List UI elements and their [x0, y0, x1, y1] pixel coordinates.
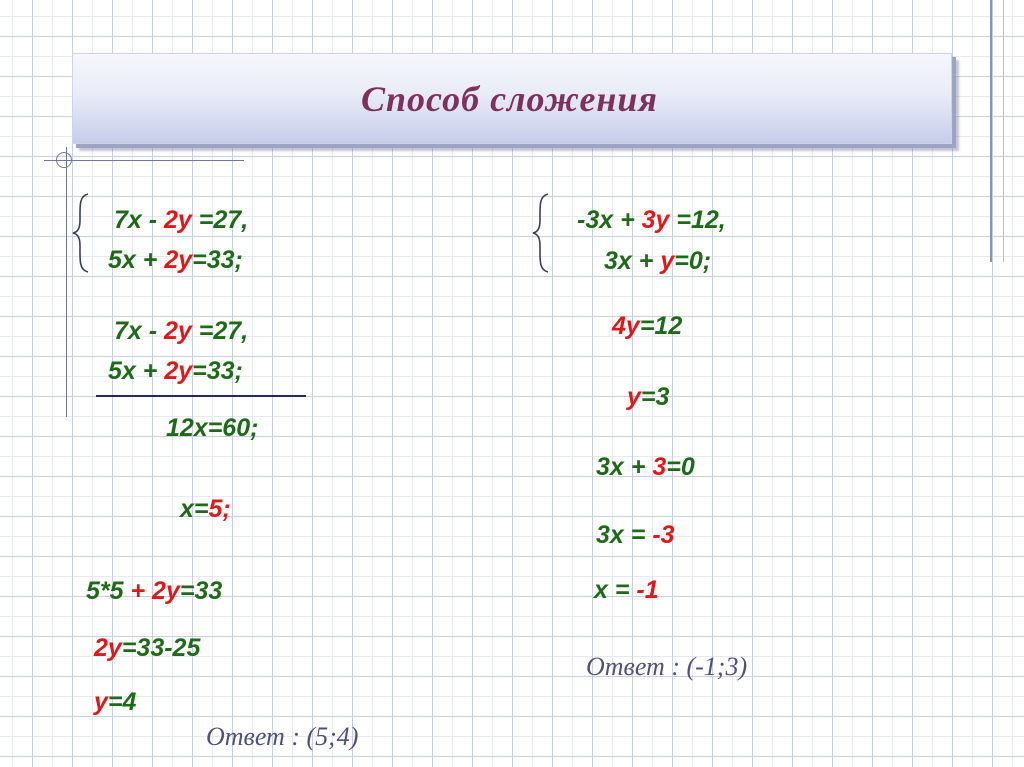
right-substitution: 3x + 3=0 — [596, 453, 695, 481]
right-system-brace-icon — [530, 192, 552, 274]
left-system-brace-icon — [70, 192, 92, 274]
left-substitution: 5*5 + 2y=33 — [86, 577, 223, 605]
left-y-step: 2y=33-25 — [94, 634, 201, 662]
right-y-value: y=3 — [627, 383, 670, 411]
left-y-value: y=4 — [94, 688, 137, 716]
right-answer: Ответ : (-1;3) — [586, 652, 748, 681]
left-system-eq2: 5x + 2y=33; — [108, 246, 243, 274]
left-sum-result: 12x=60; — [166, 414, 259, 442]
slide-title: Способ сложения — [361, 78, 658, 119]
left-system-eq1: 7x - 2y =27, — [114, 206, 249, 234]
decor-circle-icon — [56, 152, 72, 168]
right-decor-rule-thin — [1003, 0, 1004, 262]
decor-horizontal-line — [44, 160, 244, 161]
right-system-eq2: 3x + y=0; — [604, 247, 712, 275]
right-sum: 4y=12 — [612, 312, 683, 340]
sum-underline — [96, 395, 306, 397]
decor-vertical-line — [66, 147, 67, 417]
left-answer: Ответ : (5;4) — [206, 722, 359, 751]
right-decor-rule — [990, 0, 992, 262]
right-x-value: x = -1 — [594, 576, 659, 604]
left-sum-eq2: 5x + 2y=33; — [108, 357, 243, 385]
right-system-eq1: -3x + 3y =12, — [577, 206, 726, 234]
left-sum-eq1: 7x - 2y =27, — [114, 317, 249, 345]
left-x-value: x=5; — [180, 495, 231, 523]
right-x-step: 3x = -3 — [596, 521, 675, 549]
title-panel — [72, 53, 952, 144]
